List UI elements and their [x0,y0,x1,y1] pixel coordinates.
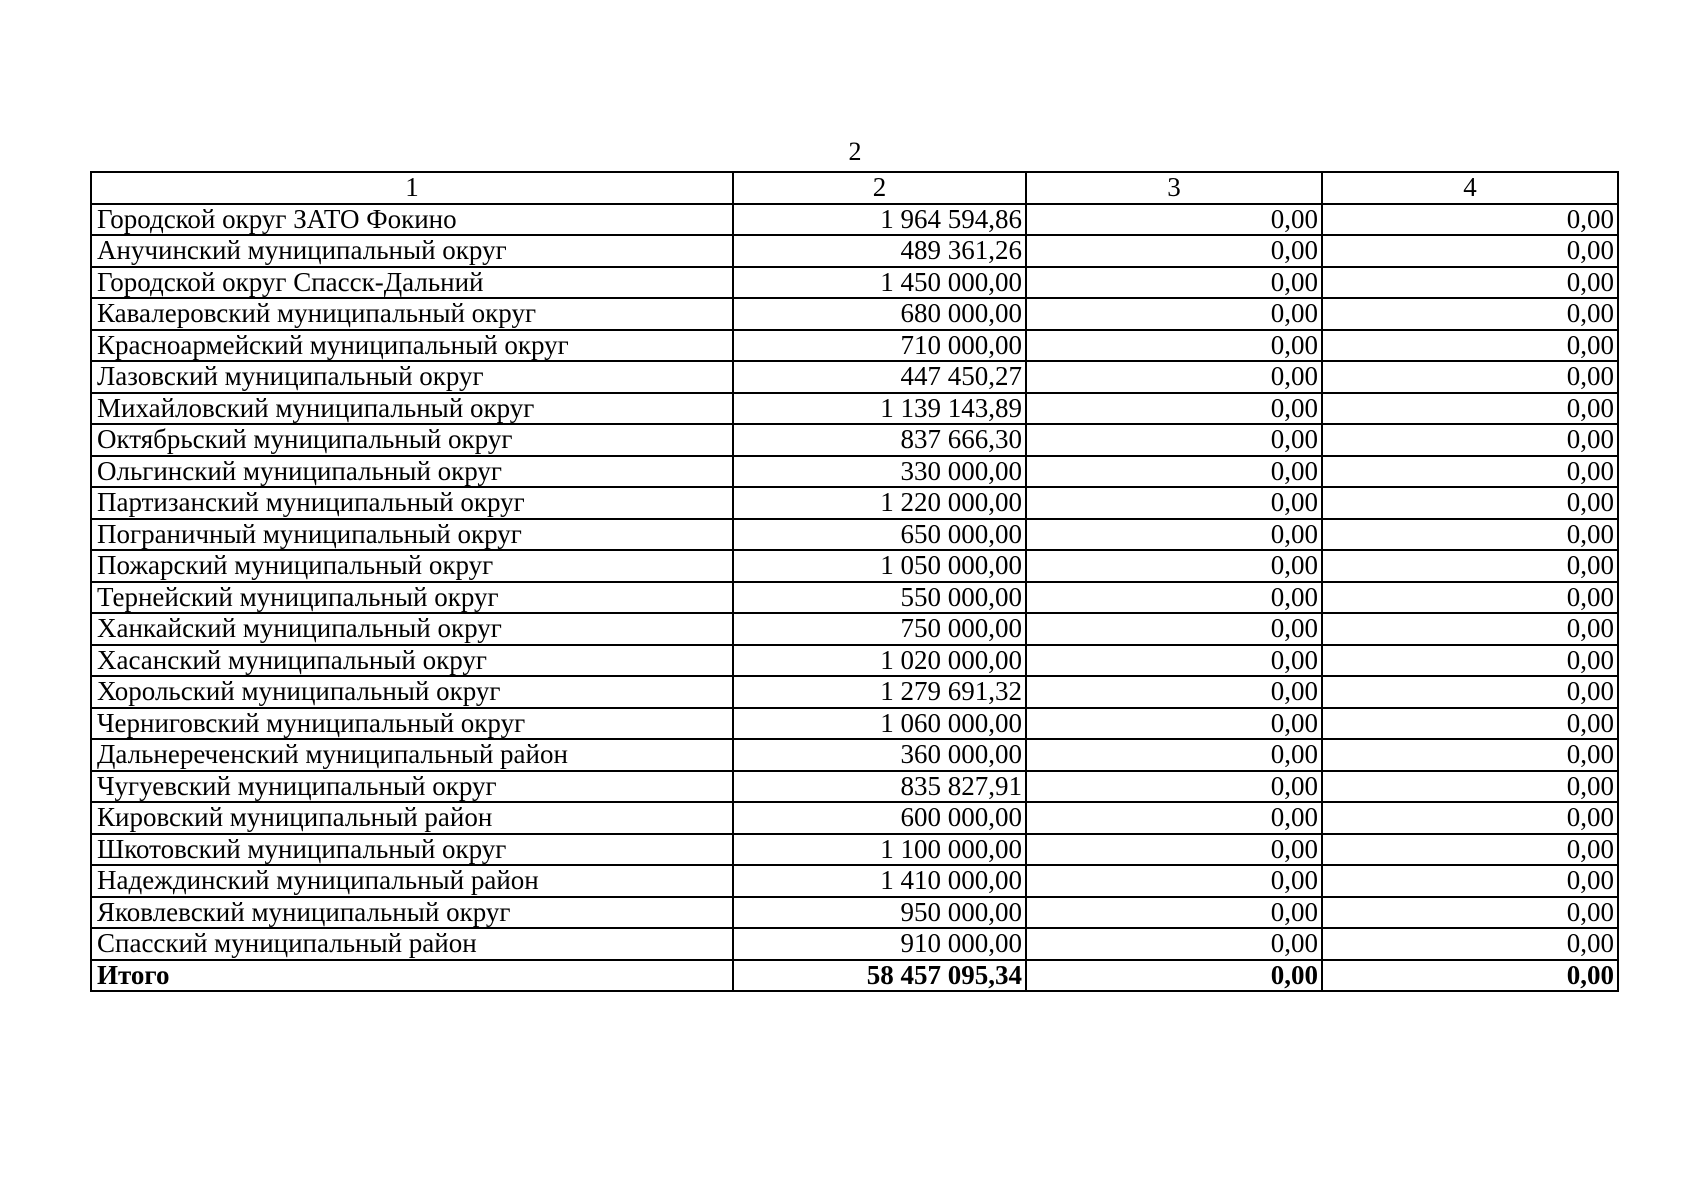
table-row [91,928,1618,960]
column-3-value-cell: 0,00 [1026,330,1322,362]
column-2-value-cell: 1 100 000,00 [733,834,1026,866]
municipality-name-cell: Октябрьский муниципальный округ [91,424,733,456]
column-4-value-cell: 0,00 [1322,645,1618,677]
table-row [91,393,1618,425]
column-header-4: 4 [1322,172,1618,204]
column-4-value-cell: 0,00 [1322,267,1618,299]
table-row [91,330,1618,362]
column-2-value-cell: 837 666,30 [733,424,1026,456]
column-2-value-cell: 1 220 000,00 [733,487,1026,519]
table-row [91,865,1618,897]
column-2-value-cell: 550 000,00 [733,582,1026,614]
column-2-value-cell: 330 000,00 [733,456,1026,488]
column-3-value-cell: 0,00 [1026,771,1322,803]
municipality-name-cell: Дальнереченский муниципальный район [91,739,733,771]
column-4-value-cell: 0,00 [1322,865,1618,897]
column-4-value-cell: 0,00 [1322,298,1618,330]
municipality-name-cell: Лазовский муниципальный округ [91,361,733,393]
column-2-value-cell: 750 000,00 [733,613,1026,645]
table-row [91,676,1618,708]
municipality-name-cell: Хасанский муниципальный округ [91,645,733,677]
table-body [91,172,1618,991]
column-2-value-cell: 1 279 691,32 [733,676,1026,708]
table-row [91,487,1618,519]
column-2-value-cell: 600 000,00 [733,802,1026,834]
column-3-value-cell: 0,00 [1026,519,1322,551]
column-3-value-cell: 0,00 [1026,865,1322,897]
column-3-value-cell: 0,00 [1026,834,1322,866]
column-3-value-cell: 0,00 [1026,361,1322,393]
municipality-name-cell: Надеждинский муниципальный район [91,865,733,897]
column-4-value-cell: 0,00 [1322,582,1618,614]
column-header-1: 1 [91,172,733,204]
column-2-value-cell: 489 361,26 [733,235,1026,267]
column-3-value-cell: 0,00 [1026,897,1322,929]
table-row [91,771,1618,803]
column-3-value-cell: 0,00 [1026,298,1322,330]
column-2-value-cell: 1 060 000,00 [733,708,1026,740]
column-4-value-cell: 0,00 [1322,897,1618,929]
column-2-value-cell: 1 450 000,00 [733,267,1026,299]
column-4-value-cell: 0,00 [1322,928,1618,960]
column-4-value-cell: 0,00 [1322,330,1618,362]
column-3-value-cell: 0,00 [1026,802,1322,834]
total-row [91,960,1618,992]
column-4-value-cell: 0,00 [1322,834,1618,866]
column-4-value-cell: 0,00 [1322,456,1618,488]
column-3-value-cell: 0,00 [1026,739,1322,771]
column-4-value-cell: 0,00 [1322,235,1618,267]
column-4-value-cell: 0,00 [1322,613,1618,645]
column-2-value-cell: 910 000,00 [733,928,1026,960]
column-3-value-cell: 0,00 [1026,613,1322,645]
column-3-value-cell: 0,00 [1026,456,1322,488]
data-table [90,171,1619,992]
column-2-value-cell: 447 450,27 [733,361,1026,393]
table-row [91,204,1618,236]
column-4-value-cell: 0,00 [1322,771,1618,803]
column-4-value-cell: 0,00 [1322,424,1618,456]
municipality-name-cell: Спасский муниципальный район [91,928,733,960]
column-2-value-cell: 1 050 000,00 [733,550,1026,582]
municipality-name-cell: Итого [91,960,733,992]
table-row [91,739,1618,771]
table-row [91,802,1618,834]
column-3-value-cell: 0,00 [1026,960,1322,992]
column-3-value-cell: 0,00 [1026,550,1322,582]
municipality-name-cell: Тернейский муниципальный округ [91,582,733,614]
table-header-row [91,172,1618,204]
column-4-value-cell: 0,00 [1322,487,1618,519]
table-row [91,519,1618,551]
municipality-name-cell: Городской округ ЗАТО Фокино [91,204,733,236]
column-2-value-cell: 360 000,00 [733,739,1026,771]
municipality-name-cell: Чугуевский муниципальный округ [91,771,733,803]
table-row [91,235,1618,267]
column-2-value-cell: 1 020 000,00 [733,645,1026,677]
column-3-value-cell: 0,00 [1026,424,1322,456]
table-row [91,834,1618,866]
municipality-name-cell: Пожарский муниципальный округ [91,550,733,582]
municipality-name-cell: Хорольский муниципальный округ [91,676,733,708]
table-row [91,708,1618,740]
municipality-name-cell: Анучинский муниципальный округ [91,235,733,267]
column-3-value-cell: 0,00 [1026,204,1322,236]
table-row [91,897,1618,929]
column-4-value-cell: 0,00 [1322,519,1618,551]
table-row [91,613,1618,645]
table-row [91,582,1618,614]
municipality-name-cell: Городской округ Спасск-Дальний [91,267,733,299]
municipality-name-cell: Шкотовский муниципальный округ [91,834,733,866]
table-row [91,267,1618,299]
column-2-value-cell: 835 827,91 [733,771,1026,803]
column-2-value-cell: 680 000,00 [733,298,1026,330]
column-4-value-cell: 0,00 [1322,204,1618,236]
column-4-value-cell: 0,00 [1322,676,1618,708]
table-row [91,424,1618,456]
column-2-value-cell: 650 000,00 [733,519,1026,551]
table-row [91,550,1618,582]
column-3-value-cell: 0,00 [1026,708,1322,740]
table-row [91,298,1618,330]
column-header-3: 3 [1026,172,1322,204]
column-4-value-cell: 0,00 [1322,393,1618,425]
column-3-value-cell: 0,00 [1026,235,1322,267]
municipality-name-cell: Кавалеровский муниципальный округ [91,298,733,330]
column-4-value-cell: 0,00 [1322,960,1618,992]
column-2-value-cell: 1 139 143,89 [733,393,1026,425]
column-3-value-cell: 0,00 [1026,393,1322,425]
municipality-name-cell: Ханкайский муниципальный округ [91,613,733,645]
column-3-value-cell: 0,00 [1026,267,1322,299]
column-4-value-cell: 0,00 [1322,550,1618,582]
municipality-name-cell: Пограничный муниципальный округ [91,519,733,551]
municipality-name-cell: Красноармейский муниципальный округ [91,330,733,362]
table-row [91,456,1618,488]
column-2-value-cell: 950 000,00 [733,897,1026,929]
municipality-name-cell: Ольгинский муниципальный округ [91,456,733,488]
table-row [91,361,1618,393]
table-row [91,645,1618,677]
column-3-value-cell: 0,00 [1026,645,1322,677]
municipality-name-cell: Михайловский муниципальный округ [91,393,733,425]
column-3-value-cell: 0,00 [1026,487,1322,519]
column-2-value-cell: 1 964 594,86 [733,204,1026,236]
column-2-value-cell: 710 000,00 [733,330,1026,362]
column-4-value-cell: 0,00 [1322,802,1618,834]
municipality-name-cell: Партизанский муниципальный округ [91,487,733,519]
column-2-value-cell: 1 410 000,00 [733,865,1026,897]
column-3-value-cell: 0,00 [1026,928,1322,960]
municipality-name-cell: Черниговский муниципальный округ [91,708,733,740]
column-4-value-cell: 0,00 [1322,708,1618,740]
municipality-name-cell: Яковлевский муниципальный округ [91,897,733,929]
page-number: 2 [848,137,862,166]
column-3-value-cell: 0,00 [1026,676,1322,708]
column-header-2: 2 [733,172,1026,204]
municipality-name-cell: Кировский муниципальный район [91,802,733,834]
column-4-value-cell: 0,00 [1322,739,1618,771]
column-4-value-cell: 0,00 [1322,361,1618,393]
column-3-value-cell: 0,00 [1026,582,1322,614]
column-2-value-cell: 58 457 095,34 [733,960,1026,992]
